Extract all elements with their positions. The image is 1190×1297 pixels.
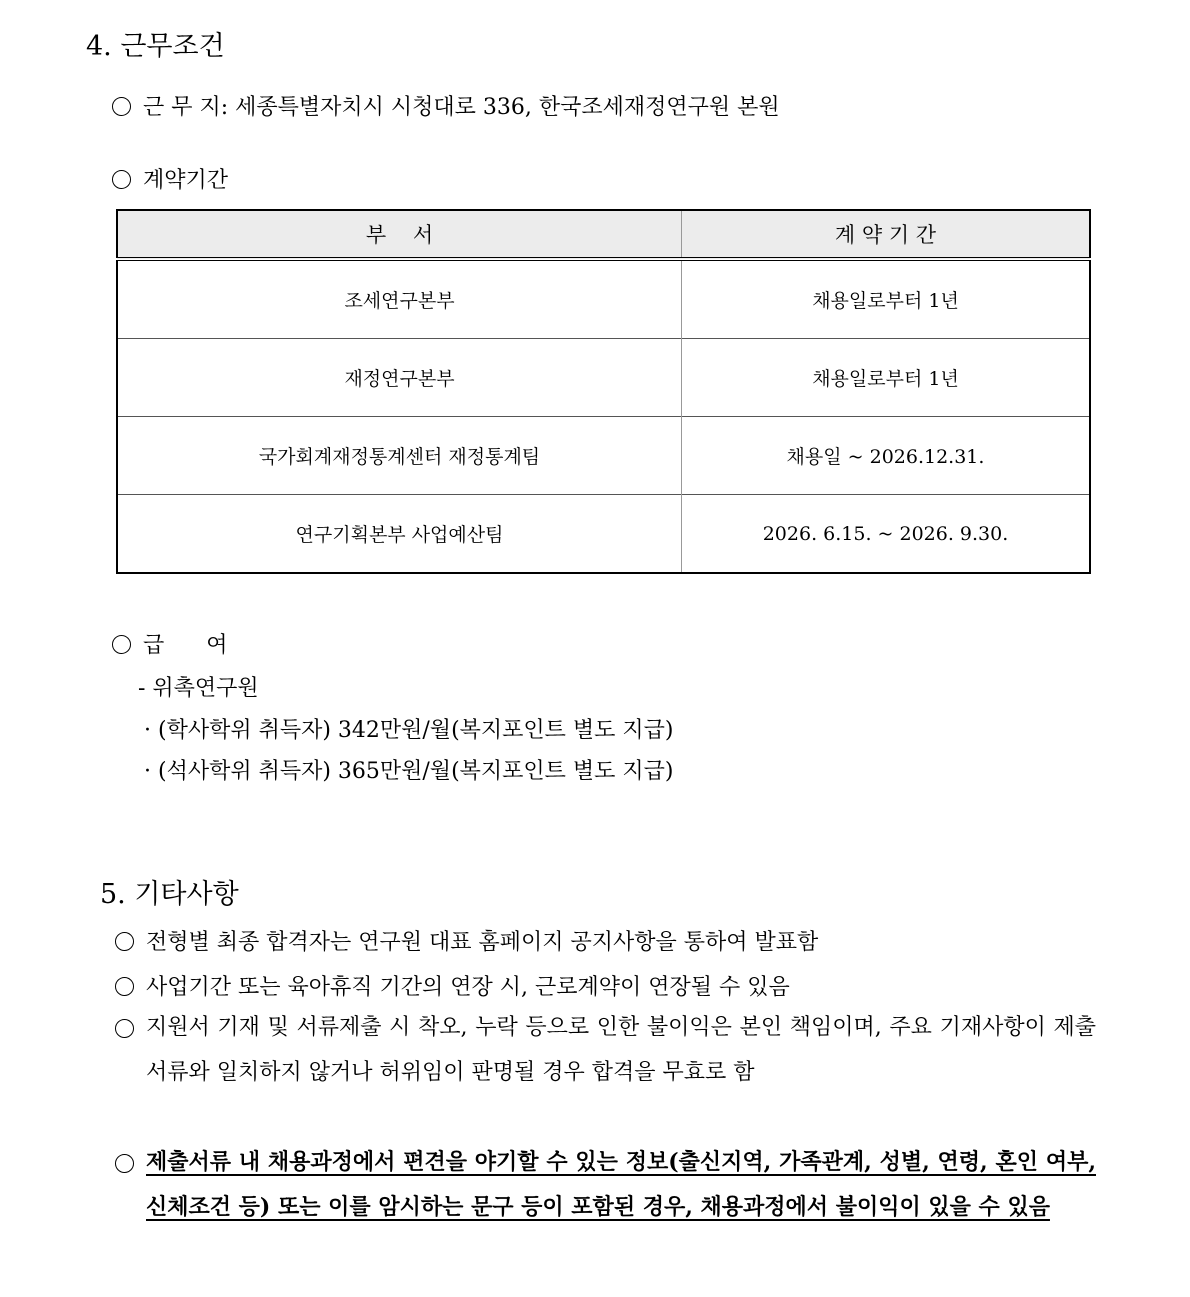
cell-department: 국가회계재정통계센터 재정통계팀 bbox=[117, 417, 682, 495]
salary-bachelor: · (학사학위 취득자) 342만원/월(복지포인트 별도 지급) bbox=[144, 718, 674, 743]
note-item bbox=[115, 1005, 1096, 1095]
table-row bbox=[117, 495, 1090, 574]
circle-bullet-icon bbox=[112, 635, 131, 654]
note-text: 사업기간 또는 육아휴직 기간의 연장 시, 근로계약이 연장될 수 있음 bbox=[146, 975, 790, 1000]
table-row bbox=[117, 417, 1090, 495]
note-text: 지원서 기재 및 서류제출 시 착오, 누락 등으로 인한 불이익은 본인 책임이며, 주요 기재사항이 제출서류와 일치하지 않거나 허위임이 판명될 경우 합격을 무효로 함 bbox=[146, 1015, 1096, 1085]
cell-period: 채용일로부터 1년 bbox=[682, 259, 1091, 339]
salary-item bbox=[112, 628, 227, 659]
cell-department: 조세연구본부 bbox=[117, 259, 682, 339]
contract-period-item bbox=[112, 163, 228, 194]
note-item bbox=[115, 970, 790, 1001]
table-row bbox=[117, 259, 1090, 339]
contract-period-label: 계약기간 bbox=[143, 168, 229, 193]
salary-subheading: - 위촉연구원 bbox=[138, 676, 259, 701]
cell-period: 채용일로부터 1년 bbox=[682, 339, 1091, 417]
note-text: 전형별 최종 합격자는 연구원 대표 홈페이지 공지사항을 통하여 발표함 bbox=[146, 930, 819, 955]
header-department: 부 서 bbox=[117, 210, 682, 259]
note-item-important bbox=[115, 1140, 1096, 1230]
section-5-title: 5. 기타사항 bbox=[100, 879, 239, 910]
circle-bullet-icon bbox=[112, 97, 131, 116]
note-text-underlined: 제출서류 내 채용과정에서 편견을 야기할 수 있는 정보(출신지역, 가족관계, 성별, 연령, 혼인 여부, 신체조건 등) 또는 이를 암시하는 문구 등이 포함된 경우, 채용과정에서 불이익이 있을 수 있음 bbox=[146, 1149, 1096, 1220]
table-header-row bbox=[117, 210, 1090, 259]
header-contract-period: 계 약 기 간 bbox=[682, 210, 1091, 259]
circle-bullet-icon bbox=[115, 977, 134, 996]
cell-department: 연구기획본부 사업예산팀 bbox=[117, 495, 682, 574]
cell-period: 채용일 ~ 2026.12.31. bbox=[682, 417, 1091, 495]
cell-period: 2026. 6.15. ~ 2026. 9.30. bbox=[682, 495, 1091, 574]
salary-master: · (석사학위 취득자) 365만원/월(복지포인트 별도 지급) bbox=[144, 759, 674, 784]
contract-table bbox=[116, 209, 1091, 574]
circle-bullet-icon bbox=[115, 932, 134, 951]
salary-label: 급 여 bbox=[143, 633, 228, 658]
table-row bbox=[117, 339, 1090, 417]
circle-bullet-icon bbox=[112, 170, 131, 189]
section-4-title: 4. 근무조건 bbox=[86, 31, 225, 62]
note-item bbox=[115, 925, 818, 956]
circle-bullet-icon bbox=[115, 1154, 134, 1173]
workplace-text: 근 무 지: 세종특별자치시 시청대로 336, 한국조세재정연구원 본원 bbox=[143, 95, 780, 120]
circle-bullet-icon bbox=[115, 1019, 134, 1038]
workplace-item bbox=[112, 90, 780, 121]
cell-department: 재정연구본부 bbox=[117, 339, 682, 417]
